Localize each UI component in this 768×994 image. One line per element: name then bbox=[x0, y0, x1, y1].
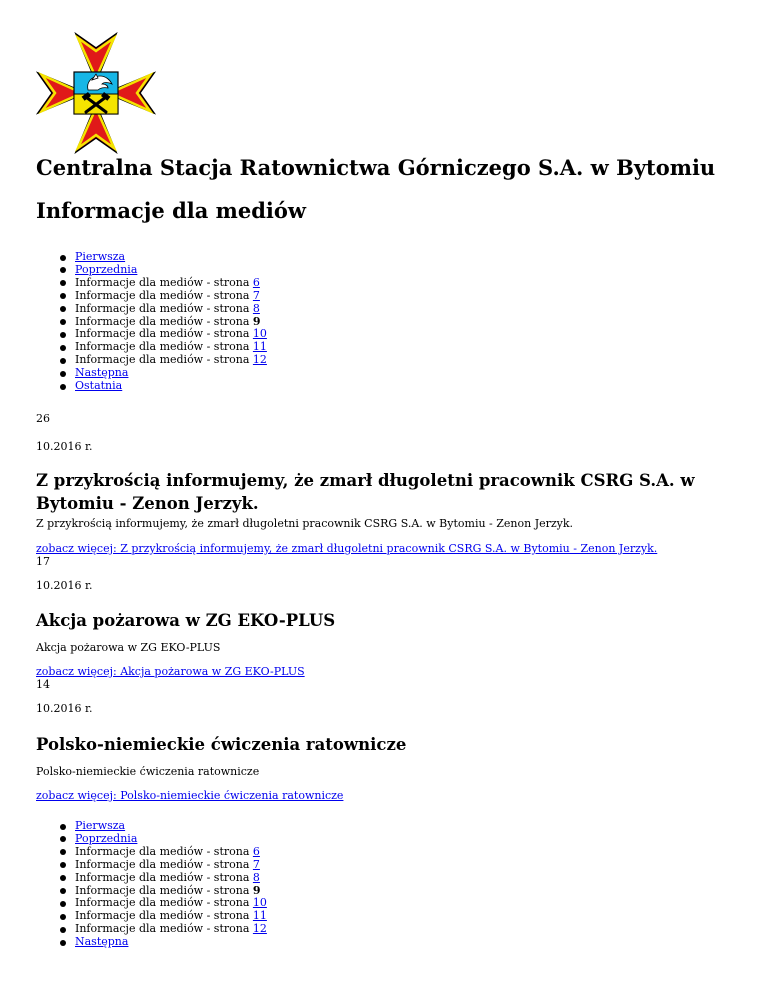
pager-prefix: Informacje dla mediów - strona bbox=[75, 288, 253, 302]
pager-page-link[interactable]: 10 bbox=[252, 896, 267, 910]
article-title: Polsko-niemieckie ćwiczenia ratownicze bbox=[36, 735, 407, 754]
pager-page-link[interactable]: 7 bbox=[252, 857, 260, 871]
pager-current-page: 9 bbox=[252, 314, 261, 328]
pagination-top bbox=[60, 251, 267, 393]
article-title: Z przykrością informujemy, że zmarł długoletni pracownik CSRG S.A. w Bytomiu - Zenon Jerzyk. bbox=[36, 471, 695, 513]
article-intro: Akcja pożarowa w ZG EKO-PLUS bbox=[36, 641, 221, 654]
pager-last-link[interactable]: Ostatnia bbox=[75, 379, 123, 393]
pager-page-link[interactable]: 6 bbox=[252, 844, 260, 858]
site-title: Centralna Stacja Ratownictwa Górniczego S.A. w Bytomiu bbox=[36, 155, 716, 180]
pager-first-link[interactable]: Pierwsza bbox=[75, 819, 126, 832]
article-intro: Z przykrością informujemy, że zmarł długoletni pracownik CSRG S.A. w Bytomiu - Zenon Jerzyk. bbox=[36, 517, 574, 530]
pager-prefix: Informacje dla mediów - strona bbox=[75, 909, 253, 923]
article-month-year: 10.2016 r. bbox=[36, 579, 93, 592]
pager-prefix: Informacje dla mediów - strona bbox=[75, 857, 253, 871]
pager-prefix: Informacje dla mediów - strona bbox=[75, 275, 253, 289]
article-intro: Polsko-niemieckie ćwiczenia ratownicze bbox=[36, 765, 260, 778]
pager-prefix: Informacje dla mediów - strona bbox=[75, 340, 253, 354]
pager-page-link[interactable]: 6 bbox=[252, 275, 260, 289]
pager-current-page: 9 bbox=[252, 883, 261, 897]
pager-first-link[interactable]: Pierwsza bbox=[75, 250, 126, 263]
pager-next-link[interactable]: Następna bbox=[75, 366, 129, 380]
article-read-more-link[interactable]: zobacz więcej: Polsko-niemieckie ćwiczenia ratownicze bbox=[36, 789, 344, 802]
pager-item bbox=[60, 380, 267, 393]
pager-page-link[interactable]: 11 bbox=[252, 340, 267, 354]
pager-item bbox=[60, 936, 267, 949]
pager-prefix: Informacje dla mediów - strona bbox=[75, 327, 253, 341]
pager-page-link[interactable]: 7 bbox=[252, 288, 260, 302]
article-month-year: 10.2016 r. bbox=[36, 702, 93, 715]
pager-prefix: Informacje dla mediów - strona bbox=[75, 301, 253, 315]
article-day: 17 bbox=[36, 555, 50, 568]
article-month-year: 10.2016 r. bbox=[36, 440, 93, 453]
pagination-bottom bbox=[60, 820, 267, 949]
pager-prev-link[interactable]: Poprzednia bbox=[75, 831, 138, 845]
article-read-more-link[interactable]: zobacz więcej: Z przykrością informujemy, że zmarł długoletni pracownik CSRG S.A. w Bytomiu - Zenon Jerzyk. bbox=[36, 542, 658, 555]
pager-prefix: Informacje dla mediów - strona bbox=[75, 353, 253, 367]
pager-prefix: Informacje dla mediów - strona bbox=[75, 922, 253, 936]
article-read-more-link[interactable]: zobacz więcej: Akcja pożarowa w ZG EKO-PLUS bbox=[36, 665, 305, 678]
pager-next-link[interactable]: Następna bbox=[75, 935, 129, 949]
pager-page-link[interactable]: 10 bbox=[252, 327, 267, 341]
pager-page-link[interactable]: 12 bbox=[252, 922, 267, 936]
pager-prefix: Informacje dla mediów - strona bbox=[75, 314, 253, 328]
pager-prefix: Informacje dla mediów - strona bbox=[75, 870, 253, 884]
article-day: 26 bbox=[36, 412, 50, 425]
pager-page-link[interactable]: 8 bbox=[252, 301, 260, 315]
article-title: Akcja pożarowa w ZG EKO-PLUS bbox=[36, 611, 336, 630]
article-day: 14 bbox=[36, 678, 50, 691]
pager-page-link[interactable]: 11 bbox=[252, 909, 267, 923]
pager-prev-link[interactable]: Poprzednia bbox=[75, 262, 138, 276]
mine-rescue-logo[interactable] bbox=[36, 32, 156, 154]
pager-prefix: Informacje dla mediów - strona bbox=[75, 896, 253, 910]
pager-page-link[interactable]: 12 bbox=[252, 353, 267, 367]
pager-prefix: Informacje dla mediów - strona bbox=[75, 844, 253, 858]
section-title: Informacje dla mediów bbox=[36, 198, 306, 223]
pager-page-link[interactable]: 8 bbox=[252, 870, 260, 884]
pager-prefix: Informacje dla mediów - strona bbox=[75, 883, 253, 897]
